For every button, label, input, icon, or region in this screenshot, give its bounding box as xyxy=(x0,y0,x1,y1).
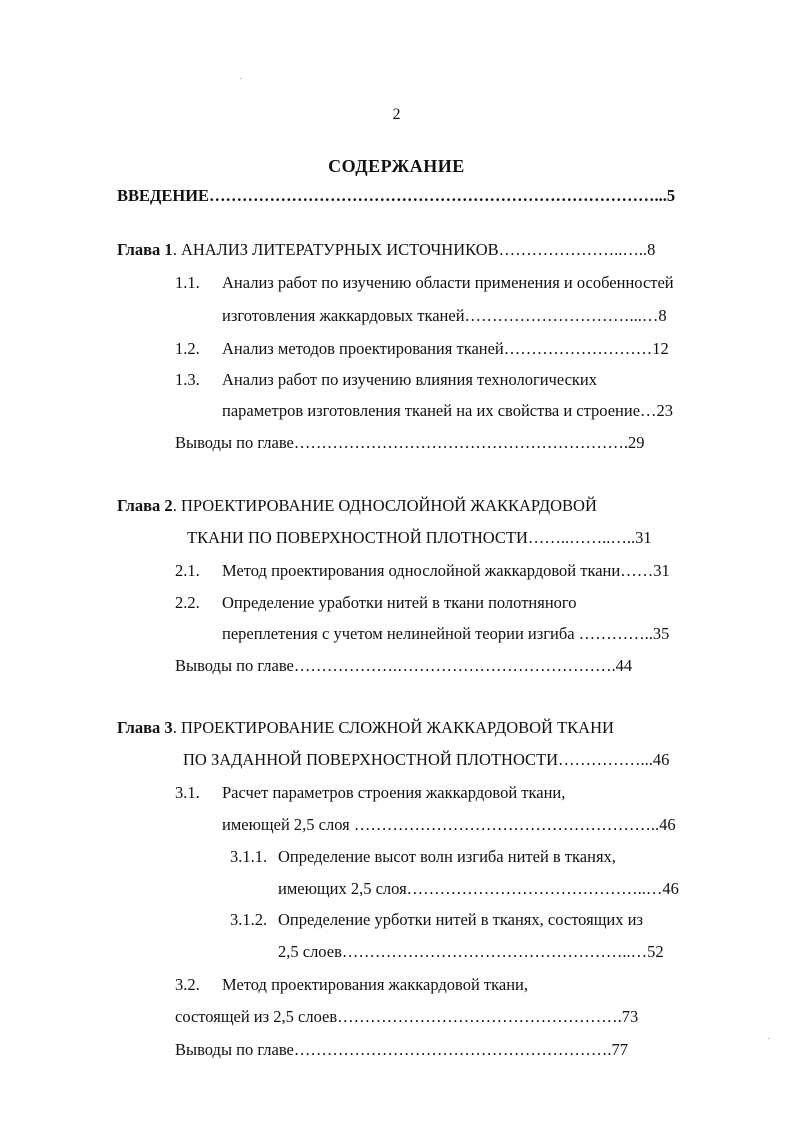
toc-section-1-2-number: 1.2. xyxy=(175,339,200,358)
toc-section-3-2-line-2: состоящей из 2,5 слоев…………………………………………….73 xyxy=(175,1007,639,1026)
toc-chapter-1-conclusions: Выводы по главе…………………………………………………….29 xyxy=(175,433,645,452)
toc-section-2-1-line-1: Метод проектирования однослойной жаккардовой ткани……31 xyxy=(222,561,670,580)
toc-section-1-3-line-1: Анализ работ по изучению влияния технологических xyxy=(222,370,598,389)
toc-section-2-2-line-2: переплетения с учетом нелинейной теории изгиба …………..35 xyxy=(222,624,670,643)
toc-section-1-1-line-2: изготовления жаккардовых тканей…………………………...…8 xyxy=(222,306,667,325)
toc-section-2-1-number: 2.1. xyxy=(175,561,200,580)
toc-section-3-1-2-line-2: 2,5 слоев……………………………………………..…52 xyxy=(278,942,664,961)
toc-section-2-2-line-1: Определение уработки нитей в ткани полотняного xyxy=(222,593,577,612)
page-number: 2 xyxy=(392,106,401,123)
toc-section-3-1-2-number: 3.1.2. xyxy=(230,910,268,929)
toc-section-3-2-line-1: Метод проектирования жаккардовой ткани, xyxy=(222,975,529,994)
chapter-2-label: Глава 2 xyxy=(117,496,173,515)
toc-chapter-1-heading xyxy=(117,240,655,260)
toc-section-1-3-number: 1.3. xyxy=(175,370,200,389)
chapter-1-title: . АНАЛИЗ ЛИТЕРАТУРНЫХ ИСТОЧНИКОВ…………………..…..8 xyxy=(172,240,656,259)
toc-section-3-1-line-2: имеющей 2,5 слоя ………………………………………………..46 xyxy=(222,815,676,834)
toc-chapter-3-heading-line-2: ПО ЗАДАННОЙ ПОВЕРХНОСТНОЙ ПЛОТНОСТИ……………...46 xyxy=(183,750,670,769)
toc-section-3-1-number: 3.1. xyxy=(175,783,200,802)
toc-section-2-2-number: 2.2. xyxy=(175,593,200,612)
chapter-3-title: . ПРОЕКТИРОВАНИЕ СЛОЖНОЙ ЖАККАРДОВОЙ ТКАНИ xyxy=(172,718,614,737)
toc-section-1-1-line-1: Анализ работ по изучению области применения и особенностей xyxy=(222,273,674,292)
page-title: СОДЕРЖАНИЕ xyxy=(328,156,465,176)
toc-section-3-1-line-1: Расчет параметров строения жаккардовой ткани, xyxy=(222,783,566,802)
toc-section-3-2-number: 3.2. xyxy=(175,975,200,994)
toc-section-1-2-line-1: Анализ методов проектирования тканей………………………12 xyxy=(222,339,669,358)
toc-section-3-1-1-line-2: имеющих 2,5 слоя……………………………………..…46 xyxy=(278,879,679,898)
toc-section-3-1-1-line-1: Определение высот волн изгиба нитей в тканях, xyxy=(278,847,616,866)
toc-section-3-1-1-number: 3.1.1. xyxy=(230,847,268,866)
chapter-3-label: Глава 3 xyxy=(117,718,173,737)
toc-section-3-1-2-line-1: Определение урботки нитей в тканях, состоящих из xyxy=(278,910,643,929)
toc-chapter-3-heading xyxy=(117,718,614,738)
toc-chapter-2-heading-line-2: ТКАНИ ПО ПОВЕРХНОСТНОЙ ПЛОТНОСТИ……..……..…..31 xyxy=(187,528,652,547)
toc-chapter-3-conclusions: Выводы по главе………………………………………………….77 xyxy=(175,1040,628,1059)
toc-section-1-3-line-2: параметров изготовления тканей на их свойства и строение…23 xyxy=(222,401,674,420)
chapter-1-label: Глава 1 xyxy=(117,240,173,259)
toc-chapter-2-heading xyxy=(117,496,597,516)
toc-chapter-2-conclusions: Выводы по главе……………….………………………………….44 xyxy=(175,656,633,675)
chapter-2-title: . ПРОЕКТИРОВАНИЕ ОДНОСЛОЙНОЙ ЖАККАРДОВОЙ xyxy=(172,496,597,515)
toc-section-1-1-number: 1.1. xyxy=(175,273,200,292)
toc-entry-introduction: ВВЕДЕНИЕ………………………………………………………………………...5 xyxy=(117,186,676,205)
